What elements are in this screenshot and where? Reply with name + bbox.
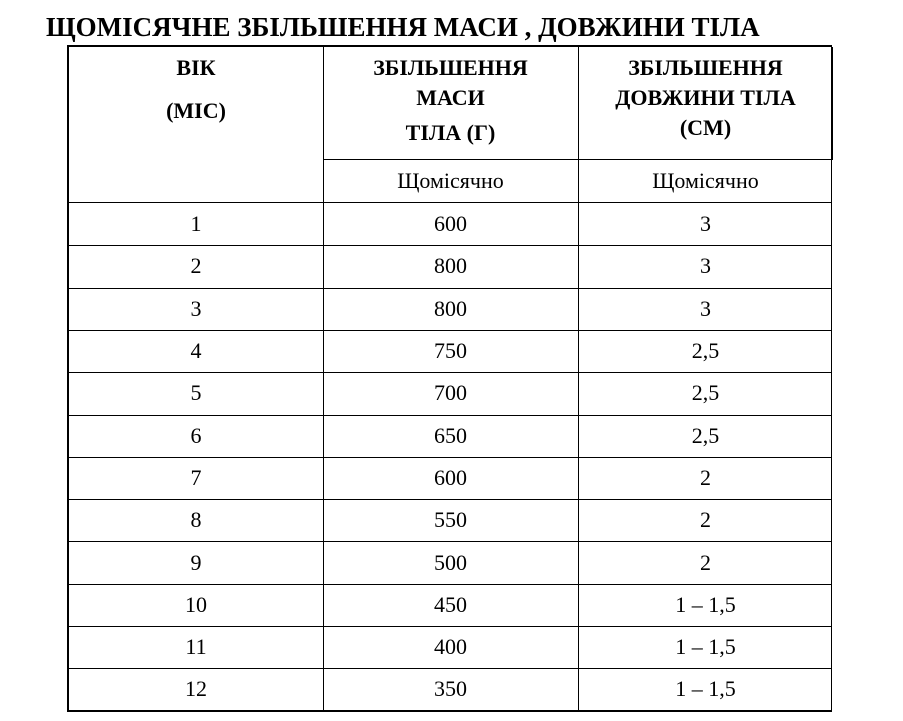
table-cell-mass: 600 (434, 211, 467, 237)
header-mass-line2: МАСИ (416, 85, 485, 110)
table-cell-age: 3 (190, 295, 202, 321)
table-cell-length: 2,5 (691, 422, 720, 448)
table-cell-mass: 800 (434, 295, 467, 321)
table-cell-length: 1 – 1,5 (675, 634, 736, 660)
table-cell-age: 8 (190, 507, 202, 533)
table-cell-length: 2 (700, 464, 711, 490)
header-age-line2: (МІС) (166, 98, 226, 123)
table-cell-age: 7 (190, 464, 202, 490)
table-cell-age: 5 (190, 380, 202, 406)
growth-table (67, 45, 832, 712)
table-cell-age: 11 (185, 634, 207, 660)
header-length-line2: ДОВЖИНИ ТІЛА (615, 85, 796, 110)
table-cell-length: 2 (700, 549, 711, 575)
table-cell-mass: 600 (434, 464, 467, 490)
table-cell-length: 2,5 (691, 380, 720, 406)
document-title: ЩОМІСЯЧНЕ ЗБІЛЬШЕННЯ МАСИ , ДОВЖИНИ ТІЛА (46, 12, 760, 42)
table-cell-length: 3 (700, 211, 711, 237)
table-cell-mass: 700 (434, 380, 467, 406)
header-mass-line3: ТІЛА (Г) (405, 120, 496, 145)
table-cell-mass: 550 (434, 507, 467, 533)
table-cell-age: 1 (190, 211, 202, 237)
table-cell-length: 2 (700, 507, 711, 533)
table-cell-age: 6 (190, 422, 202, 448)
table-cell-length: 1 – 1,5 (675, 676, 736, 702)
table-cell-age: 12 (185, 676, 207, 702)
table-cell-age: 2 (190, 253, 202, 279)
table-cell-length: 1 – 1,5 (675, 591, 736, 617)
table-cell-mass: 400 (434, 634, 467, 660)
table-cell-age: 9 (190, 549, 202, 575)
table-cell-mass: 750 (434, 338, 467, 364)
header-length (578, 53, 833, 159)
table-cell-mass: 800 (434, 253, 467, 279)
header-length-line3: (СМ) (679, 115, 732, 140)
table-cell-length: 3 (700, 295, 711, 321)
header-length-line1: ЗБІЛЬШЕННЯ (628, 55, 783, 80)
header-age (69, 53, 323, 193)
header-mass-line1: ЗБІЛЬШЕННЯ (373, 55, 528, 80)
table-cell-age: 4 (190, 338, 202, 364)
table-cell-mass: 450 (434, 591, 467, 617)
header-length-sub: Щомісячно (652, 168, 759, 193)
header-mass-sub: Щомісячно (397, 168, 504, 193)
table-cell-mass: 650 (434, 422, 467, 448)
table-cell-age: 10 (185, 591, 207, 617)
table-cell-length: 2,5 (691, 338, 720, 364)
table-cell-mass: 500 (434, 549, 467, 575)
header-age-line1: ВІК (176, 55, 216, 80)
table-cell-length: 3 (700, 253, 711, 279)
table-cell-mass: 350 (434, 676, 467, 702)
header-mass (323, 53, 578, 159)
